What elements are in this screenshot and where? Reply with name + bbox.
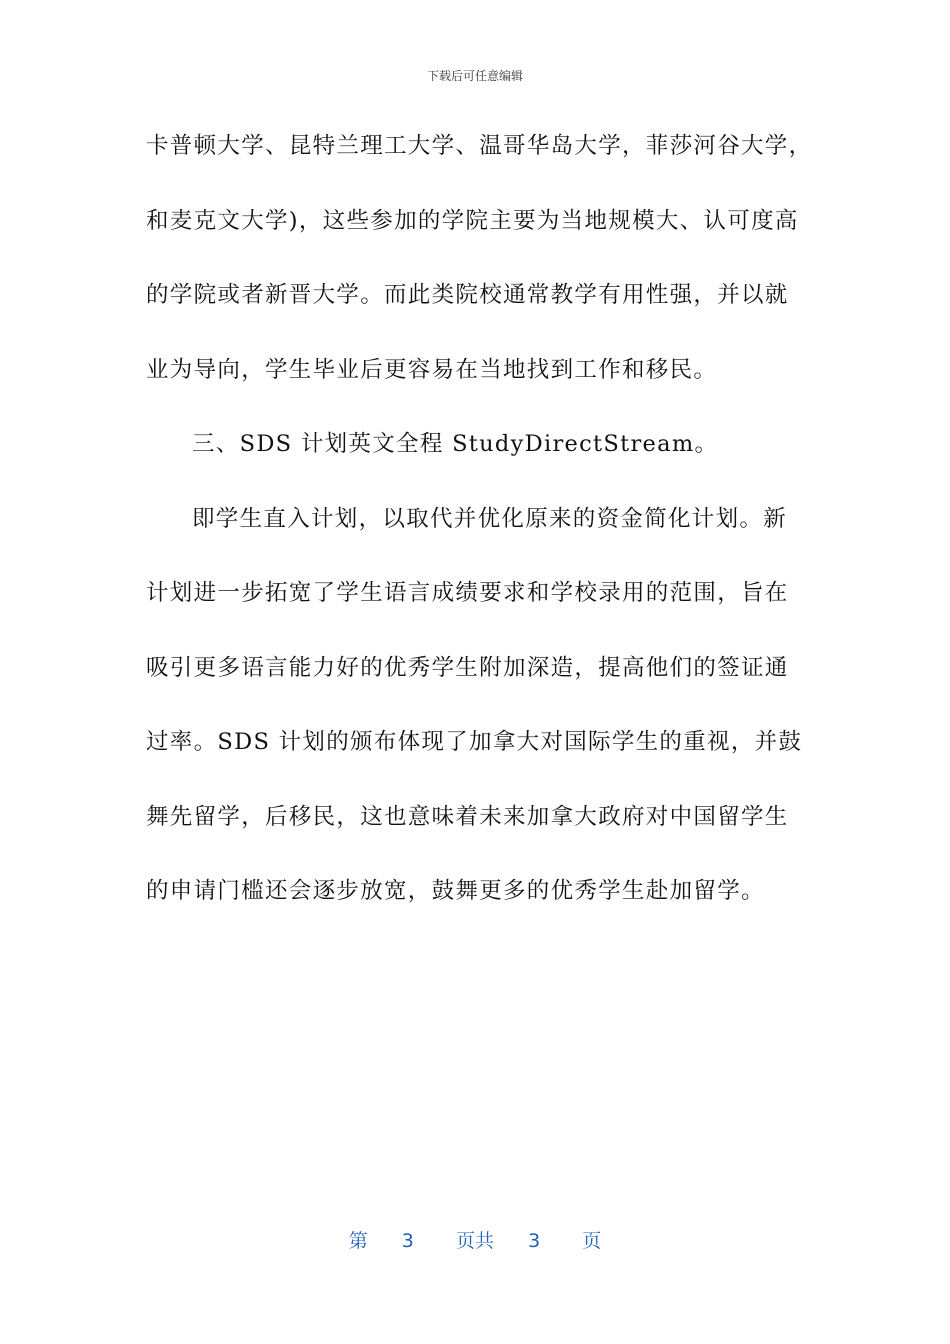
text-line: 舞先留学，后移民，这也意味着未来加拿大政府对中国留学生 bbox=[146, 803, 789, 830]
text-line: 的申请门槛还会逐步放宽，鼓舞更多的优秀学生赴加留学。 bbox=[146, 878, 765, 904]
document-body bbox=[146, 127, 813, 947]
text-line: 的学院或者新晋大学。而此类院校通常教学有用性强，并以就 bbox=[146, 282, 789, 308]
footer-total-pages: 3 bbox=[528, 1230, 541, 1252]
footer-page-number: 3 bbox=[401, 1230, 414, 1252]
section-heading: 三、SDS 计划英文全程 StudyDirectStream。 bbox=[192, 431, 719, 457]
text-line: 计划进一步拓宽了学生语言成绩要求和学校录用的范围，旨在 bbox=[146, 580, 789, 606]
text-line: 吸引更多语言能力好的优秀学生附加深造，提高他们的签证通 bbox=[146, 654, 789, 681]
page-header-note: 下载后可任意编辑 bbox=[426, 69, 523, 83]
text-line: 和麦克文大学)，这些参加的学院主要为当地规模大、认可度高 bbox=[146, 207, 799, 234]
footer-suffix: 页 bbox=[582, 1230, 602, 1252]
footer-mid: 页共 bbox=[455, 1230, 494, 1252]
footer-prefix: 第 bbox=[348, 1230, 368, 1252]
text-line: 过率。SDS 计划的颁布体现了加拿大对国际学生的重视，并鼓 bbox=[146, 729, 803, 755]
text-line: 卡普顿大学、昆特兰理工大学、温哥华岛大学，菲莎河谷大学， bbox=[146, 133, 813, 159]
text-line: 业为导向，学生毕业后更容易在当地找到工作和移民。 bbox=[146, 356, 718, 383]
page-footer bbox=[0, 1226, 950, 1253]
text-line: 即学生直入计划，以取代并优化原来的资金简化计划。新 bbox=[192, 505, 788, 532]
